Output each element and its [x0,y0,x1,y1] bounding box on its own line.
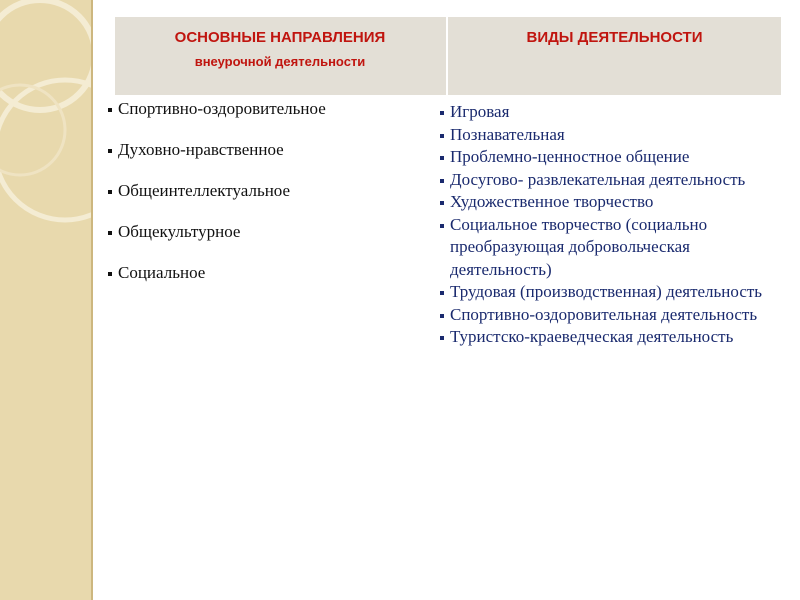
list-item: Познавательная [440,124,785,147]
list-item: Спортивно-оздоровительное [108,99,428,140]
decorative-circles-icon [0,0,93,600]
header-directions-title: ОСНОВНЫЕ НАПРАВЛЕНИЯ [174,29,386,46]
bullet-icon [440,336,444,340]
list-item: Общекультурное [108,222,428,263]
bullet-icon [440,111,444,115]
list-item: Социальное творчество (социально преобразующая добровольческая деятельность) [440,214,785,282]
bullet-icon [108,108,112,112]
decorative-sidebar [0,0,93,600]
list-item: Спортивно-оздоровительная деятельность [440,304,785,327]
activities-list [440,101,785,349]
bullet-icon [108,149,112,153]
header-directions-subtitle: внеурочной деятельности [194,54,366,69]
bullet-icon [440,314,444,318]
directions-list [108,99,428,304]
bullet-icon [440,291,444,295]
list-item: Туристско-краеведческая деятельность [440,326,785,349]
list-item: Духовно-нравственное [108,140,428,181]
bullet-icon [440,156,444,160]
bullet-icon [108,190,112,194]
bullet-icon [108,272,112,276]
header-directions [115,17,445,95]
bullet-icon [108,231,112,235]
list-item: Социальное [108,263,428,304]
header-activities-title: ВИДЫ ДЕЯТЕЛЬНОСТИ [526,29,703,46]
list-item: Общеинтеллектуальное [108,181,428,222]
list-item: Художественное творчество [440,191,785,214]
bullet-icon [440,201,444,205]
header-activities [448,17,781,95]
bullet-icon [440,224,444,228]
table-header [115,17,781,95]
list-item: Игровая [440,101,785,124]
list-item: Досугово- развлекательная деятельность [440,169,785,192]
list-item: Проблемно-ценностное общение [440,146,785,169]
bullet-icon [440,134,444,138]
bullet-icon [440,179,444,183]
list-item: Трудовая (производственная) деятельность [440,281,785,304]
